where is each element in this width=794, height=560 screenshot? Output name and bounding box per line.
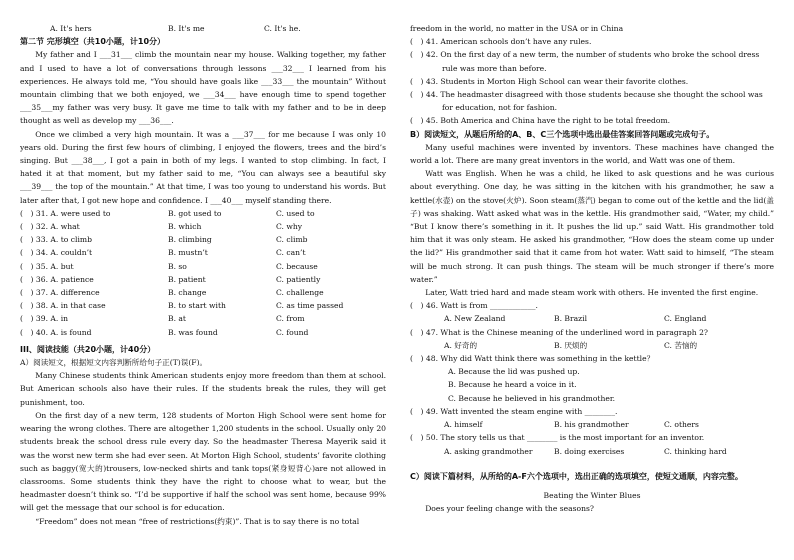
- section-3-title: III、阅读技能（共20小题，计40分）: [20, 344, 156, 354]
- mc-question-47: [410, 326, 774, 352]
- option-c: C. others: [664, 420, 699, 430]
- option-b: B. climbing: [168, 235, 212, 245]
- passage-title: Beating the Winter Blues: [543, 490, 641, 500]
- option-a: ( ) 39. A. in: [20, 314, 69, 324]
- mc-question-48: [410, 352, 774, 405]
- cloze-option-row: [20, 220, 386, 233]
- cloze-option-row: [20, 260, 386, 273]
- option-b: B. change: [168, 288, 207, 298]
- continued-line: freedom in the world, no matter in the USA or in China: [410, 24, 624, 33]
- question-stem: ( ) 47. What is the Chinese meaning of the underlined word in paragraph 2?: [410, 327, 708, 337]
- option-c: C. patiently: [276, 274, 321, 284]
- option-c: C. climb: [276, 235, 308, 245]
- option-b: B. patient: [168, 274, 206, 284]
- cloze-option-row: [20, 273, 386, 286]
- cloze-option-row: [20, 286, 386, 299]
- cloze-paragraph-2: Once we climbed a very high mountain. It was a ___37___ for me because I was only 10 years old. During the first few hours of climbing, I enjoyed the flowers, trees and the bird’s singing. But ___38___, I got a pain in both of my legs. I wanted to stop climbing. In fact, I hated it at that moment, but my father said to me, “You can always see a beautiful sky ___39___ the top of the mountain.” At that time, I was too young to understand his words. But later after that, I got new hope and confidence. I ___40___ myself standing there.: [20, 129, 386, 205]
- cloze-option-row: [20, 233, 386, 246]
- passage-b-paragraph-2: Watt was English. When he was a child, he liked to ask questions and he was curious about everything. One day, he was sitting in the kitchen with his grandmother, he saw a kettle(水壶) on the stove(火炉). Soon steam(蒸汽) began to come out of the kettle and the lid(盖子) was shaking. Watt asked what was in the kettle. His grandmother said, “Water, my child.” “But I know there’s something in it. It pushes the lid up.” said Watt. His grandmother told him that it was only steam. He asked his grandmother, “How does the steam come up under the lid?” His grandmother said that it came from hot water. Watt said to himself, “The steam will be much strong. It can push things. The steam will be much stronger if there’s more water.”: [410, 169, 774, 284]
- left-column: [20, 22, 386, 528]
- passage-b-paragraph-3: Later, Watt tried hard and made steam work with others. He invented the first engine.: [425, 288, 759, 298]
- cloze-option-row: [20, 299, 386, 312]
- option-a: A. asking grandmother: [444, 446, 533, 456]
- passage-b-paragraph-1: Many useful machines were invented by inventors. These machines have changed the world a lot. There are many great inventors in the world, and Watt was one of them.: [410, 142, 774, 166]
- option-b: B. mustn’t: [168, 248, 208, 258]
- option-b: B. It's me: [168, 24, 205, 33]
- question-stem: ( ) 48. Why did Watt think there was something in the kettle？: [410, 354, 655, 364]
- question-options: [410, 418, 774, 431]
- cloze-paragraph-1: My father and I ___31___ climb the mountain near my house. Walking together, my father and I used to have a lot of conversations through lessons ___32___ I learned from his experiences. He always told me, “You should have goals like ___33___ the mountain” Without mountain climbing that we both enjoyed, we ___34___ have enough time to spend together ___35___my father was very busy. It gave me time to talk with my father and to be in deep thought as well as develop my ___36___.: [20, 50, 386, 126]
- tf-questions: [410, 35, 774, 127]
- tf-question: ( ) 44. The headmaster disagreed with those students because she thought the school was for education, not for fashion.: [410, 90, 763, 113]
- option-c: C. 苦恼的: [664, 340, 698, 350]
- question-options: [410, 312, 774, 325]
- option-a: ( ) 32. A. what: [20, 222, 80, 232]
- mc-question-46: [410, 299, 774, 325]
- option-a: A. 好奇的: [444, 340, 478, 350]
- part-a-instruction: A）阅读短文，根据短文内容判断所给句子正(T)误(F)。: [20, 358, 208, 368]
- question-stem: ( ) 46. Watt is from ____________.: [410, 301, 538, 311]
- option-a: A. New Zealand: [444, 314, 506, 324]
- option-a: ( ) 31. A. were used to: [20, 208, 111, 218]
- option-a: ( ) 34. A. couldn’t: [20, 248, 93, 258]
- mc-question-50: [410, 431, 774, 457]
- question-options: [410, 339, 774, 352]
- reading-paragraph-2: On the first day of a new term, 128 students of Morton High School were sent home for wearing the wrong clothes. There are altogether 1,200 students in the school. Usually only 20 students break the school dress rule every day. So the headmaster Theresa Mayerik said it was the worst new term she had ever seen. At Morton High School, students’ favorite clothing such as baggy(宽大的)trousers, low-necked shirts and tank tops(紧身短背心)are not allowed in classrooms. Some students think they have the right to choose what to wear, but the headmaster doesn’t think so. “I’d be supportive if half the school was sent home, because 99% will get the message that our school is for education.: [20, 410, 386, 513]
- option-b: B. so: [168, 261, 187, 271]
- part-c-instruction: C）阅读下篇材料，从所给的A-F六个选项中，选出正确的选项填空，使短文通顺，内容完整。: [410, 471, 743, 481]
- option-c: C. from: [276, 314, 305, 324]
- option-b: B. Brazil: [554, 314, 588, 324]
- option-b: B. at: [168, 314, 186, 324]
- option-c: C. used to: [276, 208, 315, 218]
- option-c: C. thinking hard: [664, 446, 727, 456]
- option-c: C. England: [664, 314, 707, 324]
- option-b: B. his grandmother: [554, 420, 629, 430]
- tf-question: ( ) 45. Both America and China have the right to be total freedom.: [410, 116, 671, 126]
- cloze-options: [20, 207, 386, 339]
- option-c: C. Because he believed in his grandmother.: [448, 393, 616, 403]
- reading-paragraph-3: “Freedom” does not mean “free of restrictions(约束)”. That is to say there is no total: [35, 516, 360, 526]
- cloze-option-row: [20, 246, 386, 259]
- option-b: B. Because he heard a voice in it.: [448, 380, 577, 390]
- question-stem: ( ) 50. The story tells us that ________ is the most important for an inventor.: [410, 433, 705, 443]
- section-2-title: 第二节 完形填空（共10小题，计10分）: [20, 37, 166, 47]
- option-a: ( ) 40. A. is found: [20, 327, 92, 337]
- option-c: C. challenge: [276, 288, 324, 298]
- tf-question: ( ) 41. American schools don’t have any rules.: [410, 37, 592, 47]
- cloze-option-row: [20, 312, 386, 325]
- option-b: B. to start with: [168, 301, 226, 311]
- option-a: A. It's hers: [50, 24, 92, 33]
- option-c: C. can’t: [276, 248, 306, 258]
- cloze-option-row: [20, 326, 386, 339]
- passage-c-first-line: Does your feeling change with the seasons?: [425, 504, 594, 514]
- question-stem: ( ) 49. Watt invented the steam engine with ________.: [410, 406, 618, 416]
- tf-question: ( ) 43. Students in Morton High School can wear their favorite clothes.: [410, 76, 689, 86]
- option-c: C. why: [276, 222, 303, 232]
- prev-question-options: [20, 22, 386, 35]
- option-c: C. as time passed: [276, 301, 344, 311]
- option-a: A. Because the lid was pushed up.: [448, 367, 580, 377]
- option-a: ( ) 33. A. to climb: [20, 235, 92, 245]
- option-a: ( ) 37. A. difference: [20, 288, 100, 298]
- option-a: A. himself: [444, 420, 483, 430]
- option-b: B. got used to: [168, 208, 222, 218]
- reading-paragraph-1: Many Chinese students think American students enjoy more freedom than them at school. But American schools also have their rules. If the students break the rules, they will get punishment, too.: [20, 371, 386, 407]
- option-b: B. doing exercises: [554, 446, 625, 456]
- option-c: C. It's he.: [264, 24, 301, 33]
- part-b-instruction: B）阅读短文，从题后所给的A、B、C三个选项中选出最佳答案回答问题或完成句子。: [410, 129, 715, 139]
- option-c: C. because: [276, 261, 318, 271]
- tf-question: ( ) 42. On the first day of a new term, the number of students who broke the school dress rule was more than before.: [410, 50, 760, 73]
- option-c: C. found: [276, 327, 309, 337]
- option-a: ( ) 36. A. patience: [20, 274, 94, 284]
- option-b: B. was found: [168, 327, 218, 337]
- option-b: B. 厌烦的: [554, 340, 588, 350]
- right-column: [410, 22, 774, 515]
- question-options: [410, 445, 774, 458]
- cloze-option-row: [20, 207, 386, 220]
- option-b: B. which: [168, 222, 202, 232]
- option-a: ( ) 35. A. but: [20, 261, 74, 271]
- mc-question-49: [410, 405, 774, 431]
- option-a: ( ) 38. A. in that case: [20, 301, 106, 311]
